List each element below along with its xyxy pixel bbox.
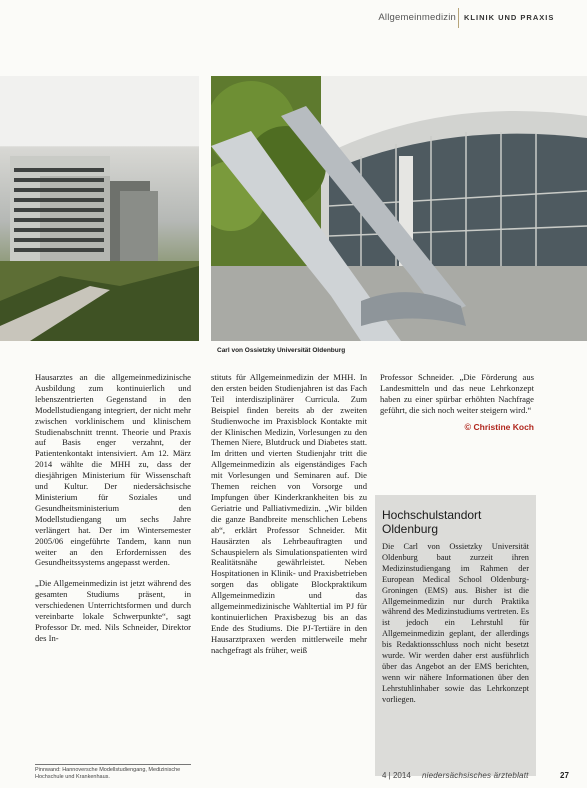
article-column-2 bbox=[211, 372, 367, 666]
copyright-mark: © bbox=[464, 421, 472, 432]
article-column-1 bbox=[35, 372, 191, 654]
paragraph: „Die Allgemeinmedizin ist jetzt während des gesamten Studiums präsent, in verschiedenen Unterrichtsformen und durch vereinbarte lokale Schwerpunkte“, sagt Professor Dr. med. Nils Schneider, Direktor des In- bbox=[35, 578, 191, 643]
author-byline bbox=[380, 422, 534, 433]
info-box-title: Hochschulstandort Oldenburg bbox=[382, 508, 482, 536]
info-box-text: Die Carl von Ossietzky Universität Oldenburg baut zurzeit ihren Medizinstudiengang im Rahmen der European Medical School Oldenburg-Groningen (EMS) aus. Bisher ist die Allgemeinmedizin nur durch Praktika während des Medizinstudiums vertreten. Es ist jedoch ein Lehrstuhl für Allgemeinmedizin geplant, der allerdings bis Redaktionsschluss noch nicht besetzt wurde. Wir werden daher erst ausführlich über das Angebot an der EMS berichten, wenn wir nähere Informationen über den Lehrstuhlinhaber sowie das Lehrkonzept vorliegen. bbox=[382, 542, 529, 704]
footnote-divider bbox=[35, 764, 191, 765]
info-box-oldenburg bbox=[375, 495, 536, 776]
photo-hannover-building bbox=[0, 76, 199, 341]
paragraph: Professor Schneider. „Die Förderung aus Landesmitteln und das neue Lehrkonzept haben zu einer spürbar erhöhten Nachfrage geführt, die sich noch weiter steigern wird.“ bbox=[380, 372, 534, 415]
article-column-3 bbox=[380, 372, 534, 433]
footer-journal-name: niedersächsisches ärzteblatt bbox=[422, 771, 529, 780]
paragraph: stituts für Allgemeinmedizin der MHH. In den ersten beiden Studienjahren ist das Fach Teil interdisziplinärer Curricula. Zum Beispiel finden bereits ab der zweiten Studienwoche im Praxisblock Kontakte mit der Klinischen Medizin, Vorlesungen zu den Themen Niere, Blutdruck und Diabetes statt. Im dritten und vierten Studienjahr tritt die Allgemeinmedizin als eigenständiges Fach mit Vorlesungen und Seminaren auf. Die Themen reichen von Vorsorge und Impfungen über Kinderkrankheiten bis zu Geriatrie und Palliativmedizin. „Wir bilden die ganze Bandbreite menschlichen Lebens ab“, erklärt Professor Schneider. Mit Hausärzten als Lehrbeauftragten und Schauspielern als Simulationspatienten wird Realitätsnähe gewährleistet. Neben Hospitationen in Klinik- und Praxisbetrieben sorgen das obligate Blockpraktikum Allgemeinmedizin und das allgemeinmedizinische Wahltertial im PJ für kontinuierlichen Praxisbezug bis an das Ende des Studiums. Die PJ-Tertiäre in den Hausarztpraxen werden mittlerweile mehr nachgefragt als früher, weiß bbox=[211, 372, 367, 655]
author-name: Christine Koch bbox=[473, 421, 534, 432]
page-header bbox=[0, 12, 587, 32]
rubric-label: KLINIK UND PRAXIS bbox=[464, 13, 555, 22]
section-title: Allgemeinmedizin bbox=[378, 12, 456, 23]
photo-oldenburg-campus bbox=[211, 76, 587, 341]
page-number: 27 bbox=[560, 771, 569, 780]
paragraph: Hausarztes an die allgemeinmedizinische Ausbildung zum kontinuierlich und lebenszentrierten Gegenstand in den Modellstudiengang integriert, der nicht mehr zwischen vorklinischem und klinischem Studienabschnitt trennt. Theorie und Praxis auf Basis enger verzahnt, der Patientenkontakt intensiviert. Am 12. März 2014 wählte die MHH zu, dass der diesjährigen Ministerium für Wissenschaft und Kultur. Der niedersächsische Ministerium für Soziales und Gesundheitsministerium den Modellstudiengang um sechs Jahre verlängert hat. Der im Wintersemester 2005/06 eingeführte Tandem, kann nun weiter an den Erfordernissen des Gesundheitssystems angepasst werden. bbox=[35, 372, 191, 568]
photo-caption: Carl von Ossietzky Universität Oldenburg bbox=[217, 347, 346, 354]
footer-issue: 4 | 2014 bbox=[382, 771, 411, 780]
header-divider bbox=[458, 8, 459, 28]
footnote: Pinnwand: Hannoversche Modellstudiengang, Medizinische Hochschule und Krankenhaus. bbox=[35, 767, 181, 780]
